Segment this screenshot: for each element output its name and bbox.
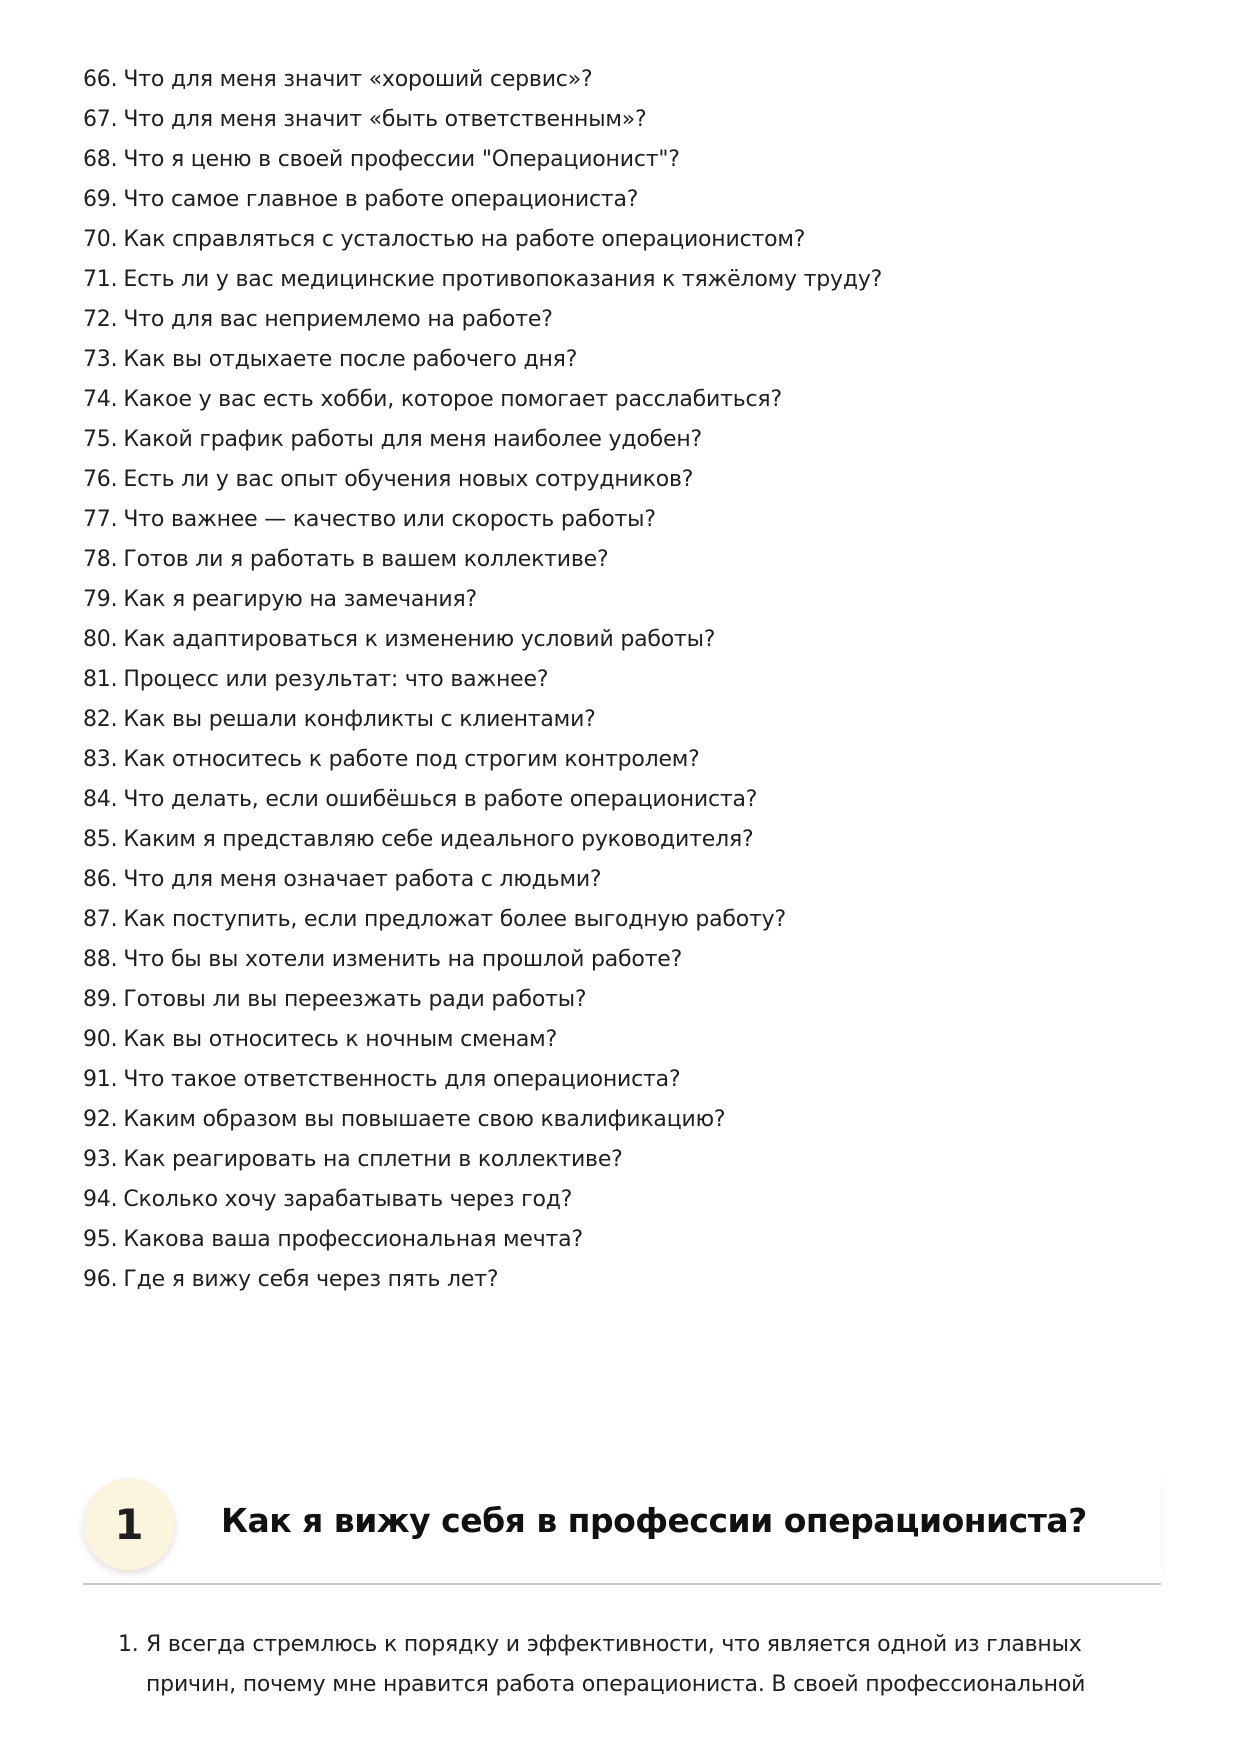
question-item bbox=[83, 1060, 882, 1100]
question-item bbox=[83, 980, 882, 1020]
question-text: Как относитесь к работе под строгим контролем? bbox=[123, 747, 700, 772]
question-item bbox=[83, 1020, 882, 1060]
question-item bbox=[83, 260, 882, 300]
question-number: 75. bbox=[83, 427, 118, 452]
section-title: Как я вижу себя в профессии операциониста? bbox=[221, 1501, 1087, 1540]
question-number: 74. bbox=[83, 387, 118, 412]
question-text: Какой график работы для меня наиболее удобен? bbox=[123, 427, 702, 452]
question-number: 83. bbox=[83, 747, 118, 772]
question-text: Какое у вас есть хобби, которое помогает расслабиться? bbox=[123, 387, 782, 412]
answer-item bbox=[118, 1625, 1128, 1705]
question-number: 94. bbox=[83, 1187, 118, 1212]
question-number: 77. bbox=[83, 507, 118, 532]
question-text: Как вы решали конфликты с клиентами? bbox=[123, 707, 596, 732]
question-text: Что для меня означает работа с людьми? bbox=[123, 867, 602, 892]
question-item bbox=[83, 900, 882, 940]
answer-number: 1. bbox=[118, 1632, 139, 1657]
answer-text: Я всегда стремлюсь к порядку и эффективности, что является одной из главных причин, почему мне нравится работа операциониста. В своей профессиональной bbox=[146, 1632, 1086, 1697]
question-text: Что бы вы хотели изменить на прошлой работе? bbox=[123, 947, 683, 972]
question-text: Что для меня значит «хороший сервис»? bbox=[123, 67, 593, 92]
question-text: Готовы ли вы переезжать ради работы? bbox=[123, 987, 587, 1012]
question-item bbox=[83, 500, 882, 540]
question-text: Есть ли у вас медицинские противопоказания к тяжёлому труду? bbox=[123, 267, 883, 292]
question-item bbox=[83, 820, 882, 860]
question-number: 80. bbox=[83, 627, 118, 652]
question-number: 69. bbox=[83, 187, 118, 212]
question-number: 90. bbox=[83, 1027, 118, 1052]
question-text: Каким образом вы повышаете свою квалификацию? bbox=[123, 1107, 726, 1132]
question-item bbox=[83, 940, 882, 980]
question-text: Что для меня значит «быть ответственным»? bbox=[123, 107, 647, 132]
question-text: Как вы относитесь к ночным сменам? bbox=[123, 1027, 558, 1052]
question-number: 96. bbox=[83, 1267, 118, 1292]
question-item bbox=[83, 60, 882, 100]
question-item bbox=[83, 340, 882, 380]
question-number: 71. bbox=[83, 267, 118, 292]
question-text: Есть ли у вас опыт обучения новых сотрудников? bbox=[123, 467, 694, 492]
question-text: Что самое главное в работе операциониста? bbox=[123, 187, 639, 212]
question-item bbox=[83, 1140, 882, 1180]
answers-list bbox=[118, 1625, 1128, 1705]
question-item bbox=[83, 540, 882, 580]
question-number: 68. bbox=[83, 147, 118, 172]
question-number: 81. bbox=[83, 667, 118, 692]
question-text: Как вы отдыхаете после рабочего дня? bbox=[123, 347, 578, 372]
question-item bbox=[83, 1220, 882, 1260]
question-number: 93. bbox=[83, 1147, 118, 1172]
question-item bbox=[83, 1260, 882, 1300]
question-item bbox=[83, 660, 882, 700]
question-number: 91. bbox=[83, 1067, 118, 1092]
question-number: 88. bbox=[83, 947, 118, 972]
question-item bbox=[83, 1100, 882, 1140]
question-number: 67. bbox=[83, 107, 118, 132]
question-number: 84. bbox=[83, 787, 118, 812]
question-text: Что делать, если ошибёшься в работе операциониста? bbox=[123, 787, 758, 812]
question-text: Что для вас неприемлемо на работе? bbox=[123, 307, 553, 332]
question-item bbox=[83, 420, 882, 460]
question-text: Каким я представляю себе идеального руководителя? bbox=[123, 827, 754, 852]
section-header bbox=[83, 1473, 1161, 1585]
question-item bbox=[83, 300, 882, 340]
question-item bbox=[83, 380, 882, 420]
question-number: 89. bbox=[83, 987, 118, 1012]
question-number: 73. bbox=[83, 347, 118, 372]
question-number: 86. bbox=[83, 867, 118, 892]
question-number: 72. bbox=[83, 307, 118, 332]
question-item bbox=[83, 1180, 882, 1220]
question-number: 92. bbox=[83, 1107, 118, 1132]
question-item bbox=[83, 220, 882, 260]
question-text: Какова ваша профессиональная мечта? bbox=[123, 1227, 583, 1252]
question-number: 76. bbox=[83, 467, 118, 492]
question-item bbox=[83, 460, 882, 500]
questions-list bbox=[83, 60, 882, 1300]
question-item bbox=[83, 620, 882, 660]
question-number: 85. bbox=[83, 827, 118, 852]
question-text: Готов ли я работать в вашем коллективе? bbox=[123, 547, 609, 572]
question-number: 66. bbox=[83, 67, 118, 92]
question-text: Сколько хочу зарабатывать через год? bbox=[123, 1187, 573, 1212]
question-text: Как реагировать на сплетни в коллективе? bbox=[123, 1147, 623, 1172]
question-text: Как я реагирую на замечания? bbox=[123, 587, 477, 612]
question-text: Что я ценю в своей профессии "Операционист"? bbox=[123, 147, 680, 172]
question-text: Как справляться с усталостью на работе операционистом? bbox=[123, 227, 806, 252]
question-number: 79. bbox=[83, 587, 118, 612]
question-item bbox=[83, 580, 882, 620]
question-item bbox=[83, 140, 882, 180]
question-text: Что важнее — качество или скорость работы? bbox=[123, 507, 656, 532]
question-text: Как поступить, если предложат более выгодную работу? bbox=[123, 907, 786, 932]
question-number: 70. bbox=[83, 227, 118, 252]
question-item bbox=[83, 740, 882, 780]
question-number: 78. bbox=[83, 547, 118, 572]
question-number: 95. bbox=[83, 1227, 118, 1252]
question-text: Где я вижу себя через пять лет? bbox=[123, 1267, 499, 1292]
question-item bbox=[83, 780, 882, 820]
section-number-badge: 1 bbox=[83, 1478, 175, 1570]
question-item bbox=[83, 860, 882, 900]
question-item bbox=[83, 180, 882, 220]
question-number: 82. bbox=[83, 707, 118, 732]
question-item bbox=[83, 700, 882, 740]
question-text: Что такое ответственность для операциониста? bbox=[123, 1067, 681, 1092]
question-text: Процесс или результат: что важнее? bbox=[123, 667, 549, 692]
question-number: 87. bbox=[83, 907, 118, 932]
question-text: Как адаптироваться к изменению условий работы? bbox=[123, 627, 716, 652]
question-item bbox=[83, 100, 882, 140]
